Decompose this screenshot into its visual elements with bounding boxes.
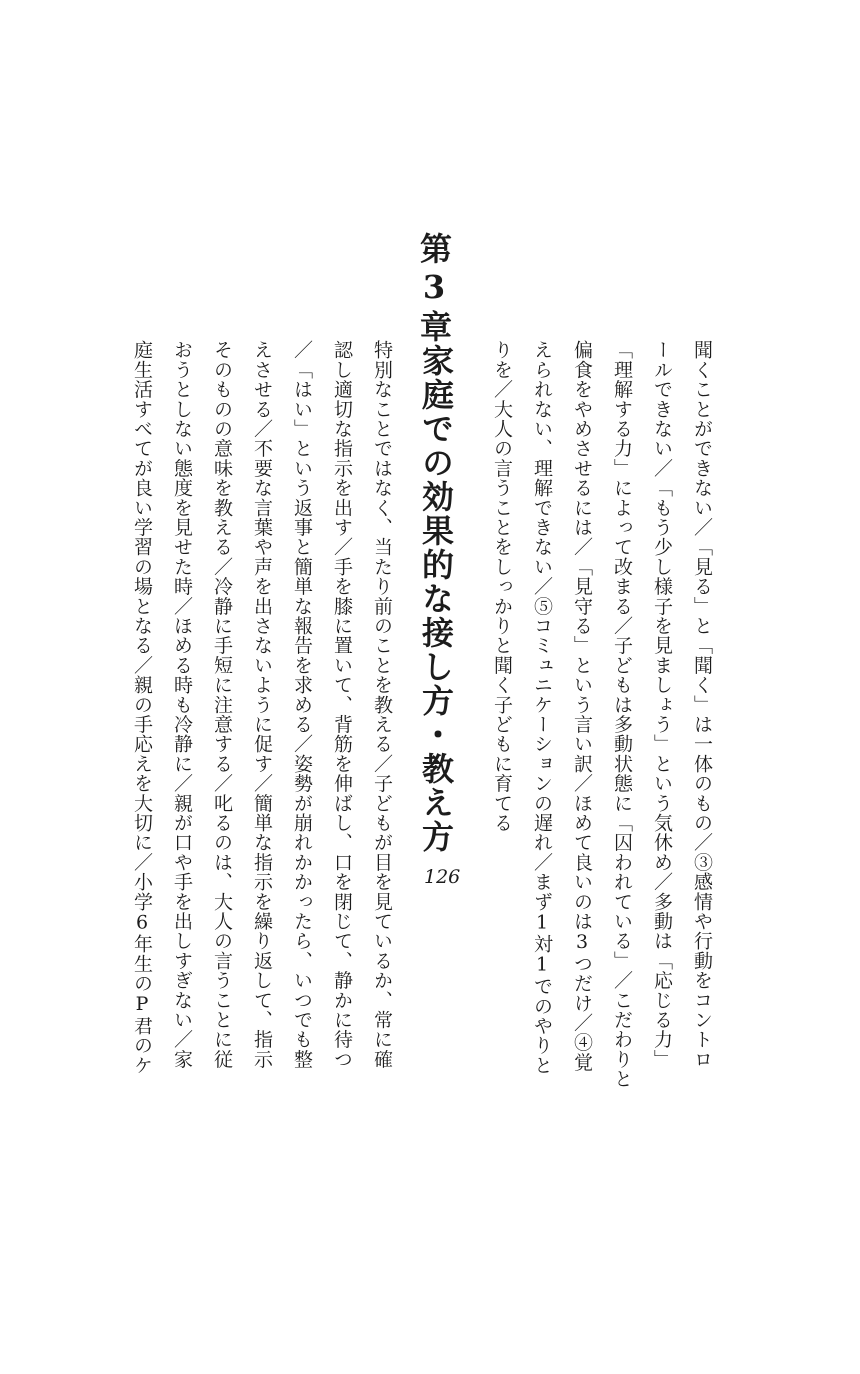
toc-line: 庭生活すべてが良い学習の場となる／親の手応えを大切に／小学6年生のP君のケ [131, 340, 153, 1075]
toc-line: ／「はい」という返事と簡単な報告を求める／姿勢が崩れかかったら、いつでも整 [291, 340, 313, 1069]
page-number: 126 [424, 866, 461, 888]
toc-line: ールできない／「もう少し様子を見ましょう」という気休め／多動は「応じる力」 [651, 340, 673, 1069]
toc-line: 認し適切な指示を出す／手を膝に置いて、背筋を伸ばし、口を閉じて、静かに待つ [331, 340, 353, 1069]
toc-line: 特別なことではなく、当たり前のことを教える／子どもが目を見ているか、常に確 [371, 340, 393, 1069]
toc-line: 偏食をやめさせるには／「見守る」という言い訳／ほめて良いのは3つだけ／④覚 [571, 340, 593, 1072]
chapter-title: 家庭での効果的な接し方・教え方 [417, 344, 455, 854]
toc-line: 「理解する力」によって改まる／子どもは多動状態に「囚われている」／こだわりと [611, 340, 633, 1089]
toc-line: 聞くことができない／「見る」と「聞く」は一体のもの／③感情や行動をコントロ [691, 340, 713, 1069]
toc-line: りを／大人の言うことをしっかりと聞く子どもに育てる [491, 340, 513, 833]
toc-line: えさせる／不要な言葉や声を出さないように促す／簡単な指示を繰り返して、指示 [251, 340, 273, 1069]
toc-line: そのものの意味を教える／冷静に手短に注意する／叱るのは、大人の言うことに従 [211, 340, 233, 1069]
toc-line: えられない、理解できない／⑤コミュニケーションの遅れ／まず1対1でのやりと [531, 340, 553, 1075]
chapter-number: 第3章 [415, 232, 453, 346]
toc-line: おうとしない態度を見せた時／ほめる時も冷静に／親が口や手を出しすぎない／家 [171, 340, 193, 1069]
